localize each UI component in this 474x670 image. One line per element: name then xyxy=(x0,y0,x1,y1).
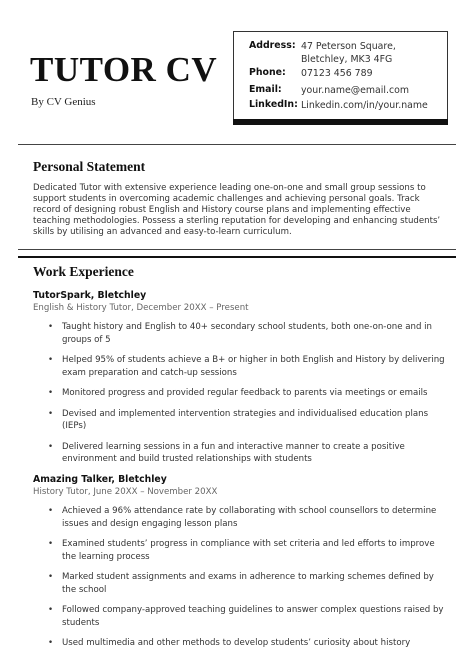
job-1-bullets xyxy=(48,321,446,466)
list-item xyxy=(48,637,446,650)
bullet-dot-icon: • xyxy=(48,506,54,516)
divider-middle xyxy=(18,249,456,250)
personal-statement-heading: Personal Statement xyxy=(33,159,146,174)
bullet-dot-icon: • xyxy=(48,605,54,615)
job-2-employer: Amazing Talker, Bletchley xyxy=(33,474,167,485)
job-1-role-dates: English & History Tutor, December 20XX – Present xyxy=(33,303,249,313)
job-1-employer: TutorSpark, Bletchley xyxy=(33,290,147,301)
job-2-role-dates: History Tutor, June 20XX – November 20XX xyxy=(33,487,218,497)
work-experience-heading: Work Experience xyxy=(33,264,134,279)
linkedin-label: LinkedIn: xyxy=(249,99,298,110)
personal-statement-text: Dedicated Tutor with extensive experience leading one-on-one and small group sessions to support students in overcoming academic challenges and achieving personal goals. Track record of designing robust English and History course plans and implementing effective teaching methodologies. Possess a sterling reputation for developing and enhancing students’ skills by utilising an advanced and easy-to-learn curriculum. xyxy=(33,183,441,237)
job-2-bullets xyxy=(48,505,446,650)
contact-box xyxy=(233,31,448,120)
list-item xyxy=(48,604,446,629)
list-item xyxy=(48,321,446,346)
cv-title: TUTOR CV xyxy=(30,50,218,89)
list-item xyxy=(48,538,446,563)
email-value[interactable]: your.name@email.com xyxy=(301,85,410,96)
address-label: Address: xyxy=(249,40,296,51)
bullet-dot-icon: • xyxy=(48,408,54,419)
bullet-text: Monitored progress and provided regular feedback to parents via meetings or emails xyxy=(62,388,428,398)
list-item xyxy=(48,354,446,379)
bullet-text: Followed company-approved teaching guidelines to answer complex questions raised by students xyxy=(62,605,444,628)
phone-value: 07123 456 789 xyxy=(301,68,373,79)
bullet-dot-icon: • xyxy=(48,638,54,648)
contact-box-bottom-bar xyxy=(233,119,448,125)
list-item xyxy=(48,441,446,466)
bullet-text: Taught history and English to 40+ secondary school students, both one-on-one and in groups of 5 xyxy=(62,322,432,345)
cv-byline: By CV Genius xyxy=(31,96,96,108)
bullet-dot-icon: • xyxy=(48,539,54,549)
phone-label: Phone: xyxy=(249,67,286,78)
bullet-text: Used multimedia and other methods to develop students’ curiosity about history xyxy=(62,638,411,648)
email-label: Email: xyxy=(249,84,282,95)
list-item xyxy=(48,571,446,596)
bullet-text: Marked student assignments and exams in adherence to marking schemes defined by the school xyxy=(62,572,434,595)
address-value xyxy=(301,40,451,66)
address-line-1: 47 Peterson Square, xyxy=(301,41,396,52)
bullet-dot-icon: • xyxy=(48,322,54,332)
bullet-text: Achieved a 96% attendance rate by collaborating with school counsellors to determine issues and design engaging lesson plans xyxy=(62,506,437,529)
bullet-dot-icon: • xyxy=(48,572,54,582)
bullet-text: Delivered learning sessions in a fun and interactive manner to create a positive environment and build trusted relationships with students xyxy=(62,441,405,464)
bullet-text: Devised and implemented intervention strategies and individualised education plans (IEPs) xyxy=(62,408,429,431)
divider-work-thick xyxy=(18,256,456,258)
list-item xyxy=(48,505,446,530)
bullet-text: Examined students’ progress in compliance with set criteria and led efforts to improve the learning process xyxy=(62,539,435,562)
list-item xyxy=(48,387,446,400)
linkedin-value[interactable]: Linkedin.com/in/your.name xyxy=(301,100,428,111)
address-line-2: Bletchley, MK3 4FG xyxy=(301,54,393,65)
bullet-dot-icon: • xyxy=(48,441,54,452)
list-item xyxy=(48,408,446,433)
bullet-text: Helped 95% of students achieve a B+ or higher in both English and History by delivering exam preparation and catch-up sessions xyxy=(62,355,445,378)
bullet-dot-icon: • xyxy=(48,355,54,365)
bullet-dot-icon: • xyxy=(48,388,54,398)
divider-top xyxy=(18,144,456,145)
